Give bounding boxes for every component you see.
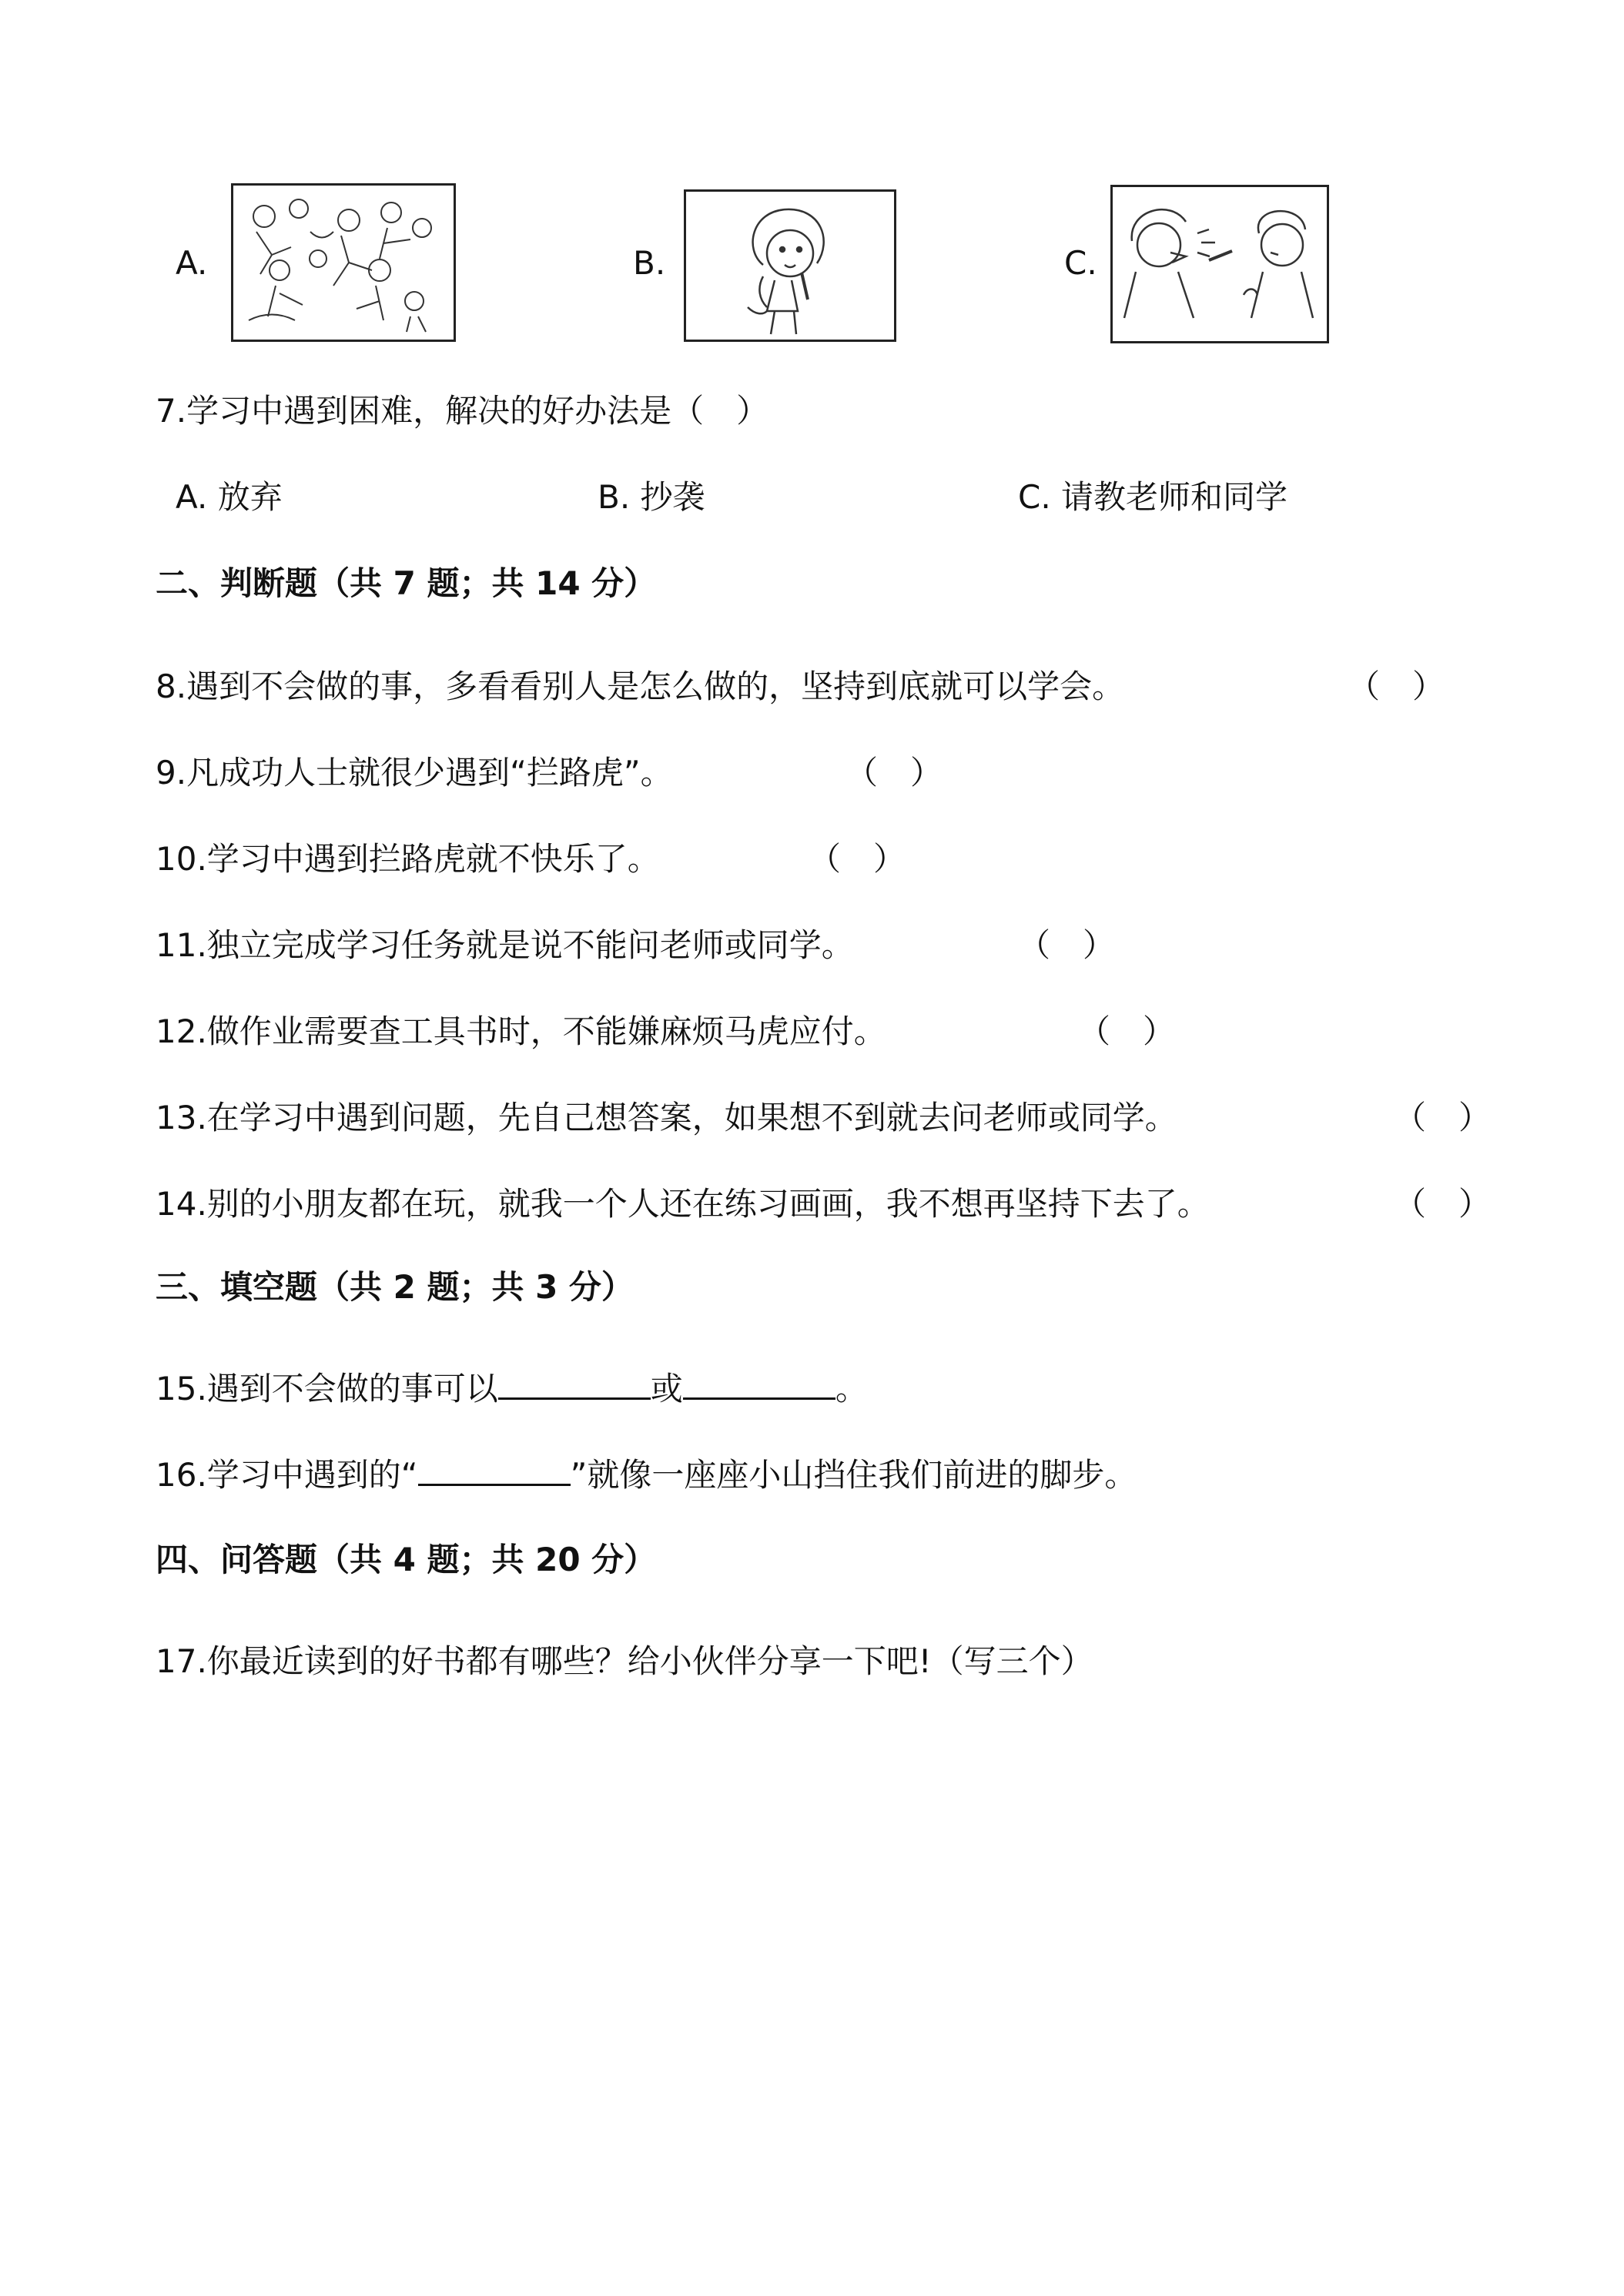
q6-option-b-picture	[684, 189, 896, 342]
q16-question	[156, 1454, 1137, 1497]
q7-question: 7.学习中遇到困难，解决的好办法是（ ）	[156, 392, 769, 430]
q6-option-a-label: A.	[176, 244, 208, 282]
children-playing-illustration	[233, 186, 454, 340]
q16-suffix: ”就像一座座小山挡住我们前进的脚步。	[570, 1456, 1137, 1494]
girl-singing-illustration	[686, 192, 894, 340]
q6-option-c-picture	[1110, 185, 1329, 343]
q9-statement: 9.凡成功人士就很少遇到“拦路虎”。	[156, 754, 673, 792]
q15-middle: 或	[650, 1370, 683, 1407]
q14-statement: 14.别的小朋友都在玩，就我一个人还在练习画画，我不想再坚持下去了。	[156, 1185, 1210, 1223]
q13-answer-paren: （ ）	[1394, 1099, 1492, 1136]
q16-prefix: 16.学习中遇到的“	[156, 1456, 418, 1494]
q9-answer-paren: （ ）	[845, 754, 943, 792]
q15-question	[156, 1367, 868, 1411]
q7-option-c: C. 请教老师和同学	[1018, 478, 1288, 516]
boy-shouting-illustration	[1113, 187, 1327, 341]
q15-prefix: 15.遇到不会做的事可以	[156, 1370, 498, 1407]
section3-title: 三、填空题（共 2 题；共 3 分）	[156, 1268, 634, 1306]
q12-answer-paren: （ ）	[1078, 1012, 1176, 1050]
q16-blank[interactable]	[418, 1454, 571, 1486]
q7-option-b: B. 抄袭	[598, 478, 705, 516]
q6-option-b-label: B.	[633, 244, 666, 282]
q7-option-a: A. 放弃	[176, 478, 283, 516]
q15-suffix: 。	[835, 1370, 868, 1407]
q6-option-a-picture	[231, 183, 456, 342]
q13-statement: 13.在学习中遇到问题，先自己想答案，如果想不到就去问老师或同学。	[156, 1099, 1177, 1136]
q10-answer-paren: （ ）	[809, 840, 906, 878]
q14-answer-paren: （ ）	[1394, 1185, 1492, 1223]
q8-answer-paren: （ ）	[1348, 668, 1445, 705]
q6-option-c-label: C.	[1064, 244, 1097, 282]
q11-statement: 11.独立完成学习任务就是说不能问老师或同学。	[156, 926, 854, 964]
q17-question: 17.你最近读到的好书都有哪些？给小伙伴分享一下吧!（写三个）	[156, 1642, 1093, 1680]
section4-title: 四、问答题（共 4 题；共 20 分）	[156, 1541, 657, 1578]
q15-blank-2[interactable]	[683, 1368, 835, 1400]
q8-statement: 8.遇到不会做的事，多看看别人是怎么做的，坚持到底就可以学会。	[156, 668, 1125, 705]
q12-statement: 12.做作业需要查工具书时，不能嫌麻烦马虎应付。	[156, 1012, 886, 1050]
section2-title: 二、判断题（共 7 题；共 14 分）	[156, 564, 657, 602]
q11-answer-paren: （ ）	[1018, 926, 1116, 964]
q15-blank-1[interactable]	[498, 1368, 651, 1400]
q10-statement: 10.学习中遇到拦路虎就不快乐了。	[156, 840, 660, 878]
